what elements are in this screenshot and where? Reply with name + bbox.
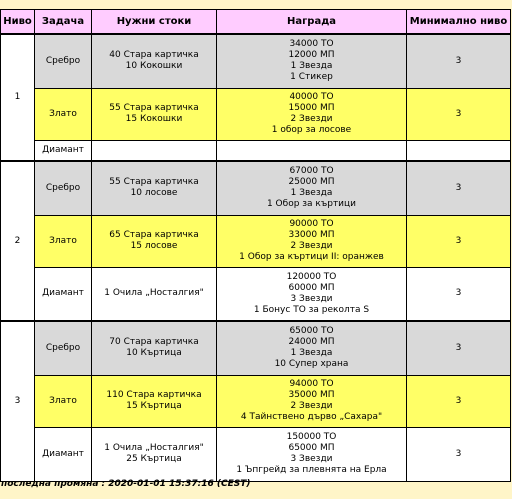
reward-line: 65000 МП xyxy=(288,443,335,453)
reward-line: 60000 МП xyxy=(288,282,335,293)
task-cell: Сребро xyxy=(35,161,92,215)
header-task: Задача xyxy=(35,10,92,35)
task-cell: Диамант xyxy=(35,267,92,321)
reward-line: 40000 ТО xyxy=(289,92,334,102)
header-reward: Награда xyxy=(217,10,407,35)
level-cell: 2 xyxy=(1,161,35,321)
reward-line: 1 Обор за къртици xyxy=(266,199,357,210)
min-level-cell: 3 xyxy=(407,427,511,481)
table-row xyxy=(1,267,511,321)
reward-cell xyxy=(217,427,407,481)
table-row xyxy=(1,427,511,481)
item-line: 65 Стара картичка xyxy=(109,230,199,240)
reward-line: 15000 МП xyxy=(288,103,335,113)
header-level: Ниво xyxy=(1,10,35,35)
min-level-cell: 3 xyxy=(407,161,511,215)
item-line: 110 Стара картичка xyxy=(106,390,202,400)
reward-line: 25000 МП xyxy=(288,177,335,188)
reward-line: 35000 МП xyxy=(288,390,335,400)
item-line: 10 Къртица xyxy=(126,348,182,359)
quest-table-body xyxy=(1,34,511,481)
level-cell: 3 xyxy=(1,321,35,481)
item-line: 10 Кокошки xyxy=(125,61,183,72)
task-cell: Сребро xyxy=(35,321,92,375)
reward-line: 33000 МП xyxy=(288,230,335,240)
reward-line: 1 Стикер xyxy=(290,72,333,83)
task-cell: Злато xyxy=(35,88,92,140)
min-level-cell: 3 xyxy=(407,215,511,267)
header-items: Нужни стоки xyxy=(92,10,217,35)
item-line: 10 лосове xyxy=(130,188,178,199)
item-line: 15 Къртица xyxy=(126,401,182,411)
reward-line: 120000 ТО xyxy=(286,271,337,282)
table-row xyxy=(1,215,511,267)
item-line: 40 Стара картичка xyxy=(109,50,199,61)
items-cell xyxy=(92,215,217,267)
min-level-cell: 3 xyxy=(407,267,511,321)
last-modified-footer: последна промяна : 2020-01-01 15:37:16 (CEST) xyxy=(1,479,251,489)
quest-table xyxy=(0,9,511,482)
reward-line: 2 Звезди xyxy=(290,401,333,411)
reward-line: 1 обор за лосове xyxy=(271,125,352,135)
items-cell xyxy=(92,34,217,88)
item-line: 55 Стара картичка xyxy=(109,177,199,188)
task-cell: Злато xyxy=(35,375,92,427)
item-line: 25 Къртица xyxy=(126,454,182,464)
reward-line: 150000 ТО xyxy=(286,432,337,442)
reward-cell xyxy=(217,88,407,140)
reward-cell xyxy=(217,375,407,427)
reward-line: 1 Обор за къртици II: оранжев xyxy=(239,252,384,262)
reward-line: 34000 ТО xyxy=(289,39,334,50)
reward-cell xyxy=(217,321,407,375)
reward-line: 1 Ъпгрейд за плевнята на Ерла xyxy=(236,465,387,475)
reward-line: 67000 ТО xyxy=(289,166,334,177)
task-cell: Сребро xyxy=(35,34,92,88)
reward-line: 1 Звезда xyxy=(290,188,333,199)
item-line: 70 Стара картичка xyxy=(109,337,199,348)
items-cell xyxy=(92,321,217,375)
reward-cell xyxy=(217,161,407,215)
min-level-cell xyxy=(407,140,511,161)
task-cell: Злато xyxy=(35,215,92,267)
reward-cell xyxy=(217,140,407,161)
min-level-cell: 3 xyxy=(407,375,511,427)
reward-line: 2 Звезди xyxy=(290,114,333,124)
reward-line: 3 Звезди xyxy=(290,293,333,304)
reward-line: 3 Звезди xyxy=(290,454,333,464)
table-row xyxy=(1,161,511,215)
reward-cell xyxy=(217,215,407,267)
reward-line: 94000 ТО xyxy=(289,379,334,389)
reward-line: 24000 МП xyxy=(288,337,335,348)
header-row xyxy=(1,10,511,35)
item-line: 15 лосове xyxy=(130,241,178,251)
item-line: 15 Кокошки xyxy=(125,114,183,124)
min-level-cell: 3 xyxy=(407,321,511,375)
items-cell xyxy=(92,88,217,140)
items-cell xyxy=(92,375,217,427)
task-cell: Диамант xyxy=(35,427,92,481)
min-level-cell: 3 xyxy=(407,34,511,88)
table-row xyxy=(1,88,511,140)
reward-line: 1 Звезда xyxy=(290,348,333,359)
reward-cell xyxy=(217,267,407,321)
table-row xyxy=(1,140,511,161)
table-row xyxy=(1,321,511,375)
task-cell: Диамант xyxy=(35,140,92,161)
reward-line: 1 Бонус ТО за реколта S xyxy=(253,304,370,315)
level-cell: 1 xyxy=(1,34,35,161)
item-line: 1 Очила „Носталгия" xyxy=(104,288,204,299)
items-cell xyxy=(92,427,217,481)
reward-line: 1 Звезда xyxy=(290,61,333,72)
items-cell xyxy=(92,140,217,161)
reward-line: 65000 ТО xyxy=(289,326,334,337)
reward-line: 2 Звезди xyxy=(290,241,333,251)
reward-line: 90000 ТО xyxy=(289,219,334,229)
items-cell xyxy=(92,161,217,215)
reward-line: 4 Тайнствено дърво „Сахара" xyxy=(240,412,383,422)
table-row xyxy=(1,375,511,427)
item-line: 55 Стара картичка xyxy=(109,103,199,113)
items-cell xyxy=(92,267,217,321)
item-line: 1 Очила „Носталгия" xyxy=(104,443,204,453)
header-min-level: Минимално ниво xyxy=(407,10,511,35)
table-row xyxy=(1,34,511,88)
min-level-cell: 3 xyxy=(407,88,511,140)
reward-cell xyxy=(217,34,407,88)
reward-line: 10 Супер храна xyxy=(274,359,349,370)
reward-line: 12000 МП xyxy=(288,50,335,61)
